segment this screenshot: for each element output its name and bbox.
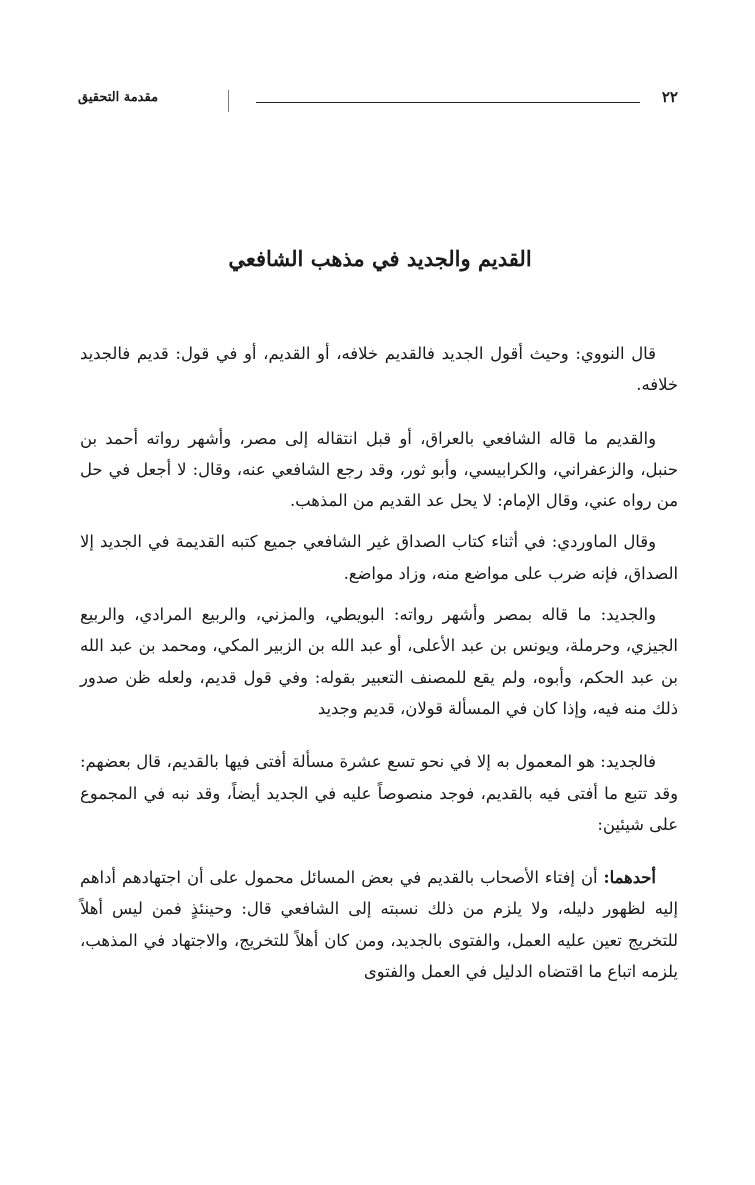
paragraph-lead: أحدهما: bbox=[603, 868, 656, 888]
paragraph-mawardi: وقال الماوردي: في أثناء كتاب الصداق غير الشافعي جميع كتبه القديمة في الجديد إلا الصداق، فإنه ضرب على مواضع منه، وزاد مواضع. bbox=[80, 532, 678, 583]
header-rule bbox=[256, 102, 640, 103]
page-header bbox=[78, 88, 678, 114]
header-tick bbox=[228, 90, 229, 112]
section-title: القديم والجديد في مذهب الشافعي bbox=[228, 246, 532, 271]
paragraph-qadim: والقديم ما قاله الشافعي بالعراق، أو قبل انتقاله إلى مصر، وأشهر رواته أحمد بن حنبل، والزعفراني، والكرابيسي، وأبو ثور، وقد رجع الشافعي عنه، وقال: لا أجعل في حل من رواه عني، وقال الإمام: لا يحل عد القديم من المذهب. bbox=[80, 428, 678, 511]
paragraph-mamul: فالجديد: هو المعمول به إلا في نحو تسع عشرة مسألة أفتى فيها بالقديم، قال بعضهم: وقد تتبع ما أفتى فيه بالقديم، فوجد منصوصاً عليه في الجديد أيضاً، وقد نبه في المجموع على شيئين: bbox=[80, 752, 678, 834]
body-text bbox=[80, 338, 678, 997]
page-number: ٢٢ bbox=[661, 88, 678, 106]
paragraph-nawawi: قال النووي: وحيث أقول الجديد فالقديم خلافه، أو القديم، أو في قول: قديم فالجديد خلافه. bbox=[80, 344, 678, 395]
paragraph-jadid: والجديد: ما قاله بمصر وأشهر رواته: البويطي، والمزني، والربيع المرادي، والربيع الجيزي، وحرملة، ويونس بن عبد الأعلى، أو عبد الله بن الزبير المكي، ومحمد بن عبد الله بن عبد الحكم، وأبوه، ولم يقع للمصنف التعبير بقوله: وفي قول قديم، ولعله ظن صدور ذلك منه فيه، وإذا كان في المسألة قولان، قديم وجديد bbox=[80, 605, 678, 718]
paragraph-first-point: أحدهما: أن إفتاء الأصحاب بالقديم في بعض المسائل محمول على أن اجتهادهم أداهم إليه لظهور دليله، ولا يلزم من ذلك نسبته إلى الشافعي قال: وحينئذٍ فمن ليس أهلاً للتخريج تعين عليه العمل، والفتوى بالجديد، ومن كان أهلاً للتخريج، والاجتهاد في المذهب، يلزمه اتباع ما اقتضاه الدليل في العمل والفتوى bbox=[80, 868, 678, 982]
running-title: مقدمة التحقيق bbox=[78, 90, 159, 105]
